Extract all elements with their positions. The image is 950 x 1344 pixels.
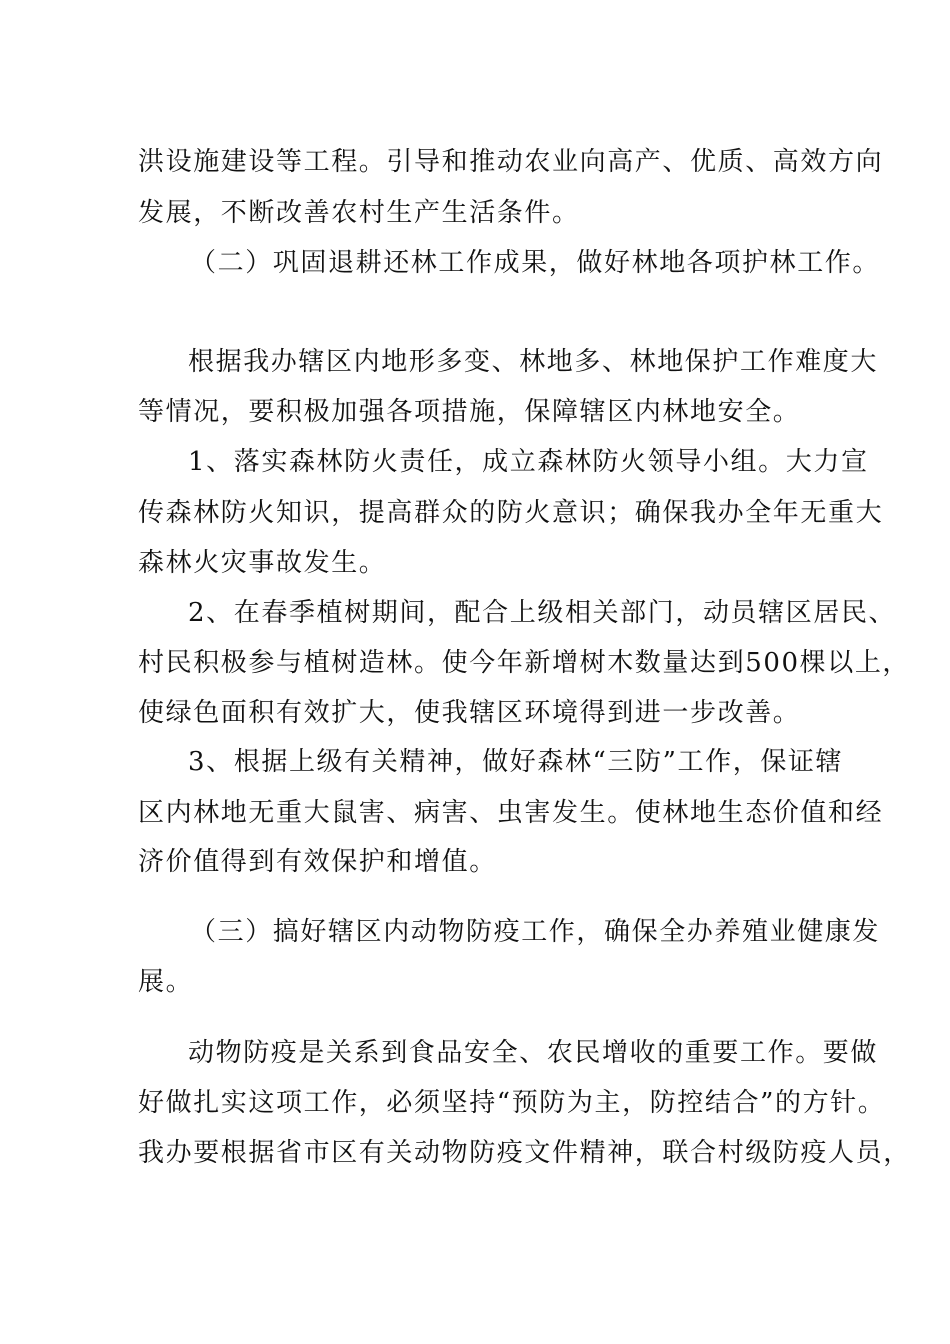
text-line: 区内林地无重大鼠害、病害、虫害发生。使林地生态价值和经 [138,798,884,828]
text-line: 好做扎实这项工作，必须坚持“预防为主，防控结合”的方针。 [138,1088,886,1118]
section-heading-3: （三）搞好辖区内动物防疫工作，确保全办养殖业健康发 [190,917,881,947]
list-item-2: 2、在春季植树期间，配合上级相关部门，动员辖区居民、 [188,598,897,628]
text-line: 根据我办辖区内地形多变、林地多、林地保护工作难度大 [188,347,879,377]
text-line: 传森林防火知识，提高群众的防火意识；确保我办全年无重大 [138,498,884,528]
text-line: 村民积极参与植树造林。使今年新增树木数量达到500棵以上， [138,648,911,678]
text-line: 森林火灾事故发生。 [138,548,387,578]
text-line: 济价值得到有效保护和增值。 [138,847,497,877]
text-line: 发展，不断改善农村生产生活条件。 [138,198,580,228]
list-item-1: 1、落实森林防火责任，成立森林防火领导小组。大力宣 [188,447,869,477]
text-line: 使绿色面积有效扩大，使我辖区环境得到进一步改善。 [138,698,801,728]
list-item-3: 3、根据上级有关精神，做好森林“三防”工作，保证辖 [188,747,844,777]
text-line: 动物防疫是关系到食品安全、农民增收的重要工作。要做 [188,1038,879,1068]
text-line: 展。 [138,967,194,997]
text-line: 等情况，要积极加强各项措施，保障辖区内林地安全。 [138,397,801,427]
section-heading-2: （二）巩固退耕还林工作成果，做好林地各项护林工作。 [190,248,881,278]
text-line: 洪设施建设等工程。引导和推动农业向高产、优质、高效方向 [138,147,884,177]
text-line: 我办要根据省市区有关动物防疫文件精神，联合村级防疫人员， [138,1138,911,1168]
